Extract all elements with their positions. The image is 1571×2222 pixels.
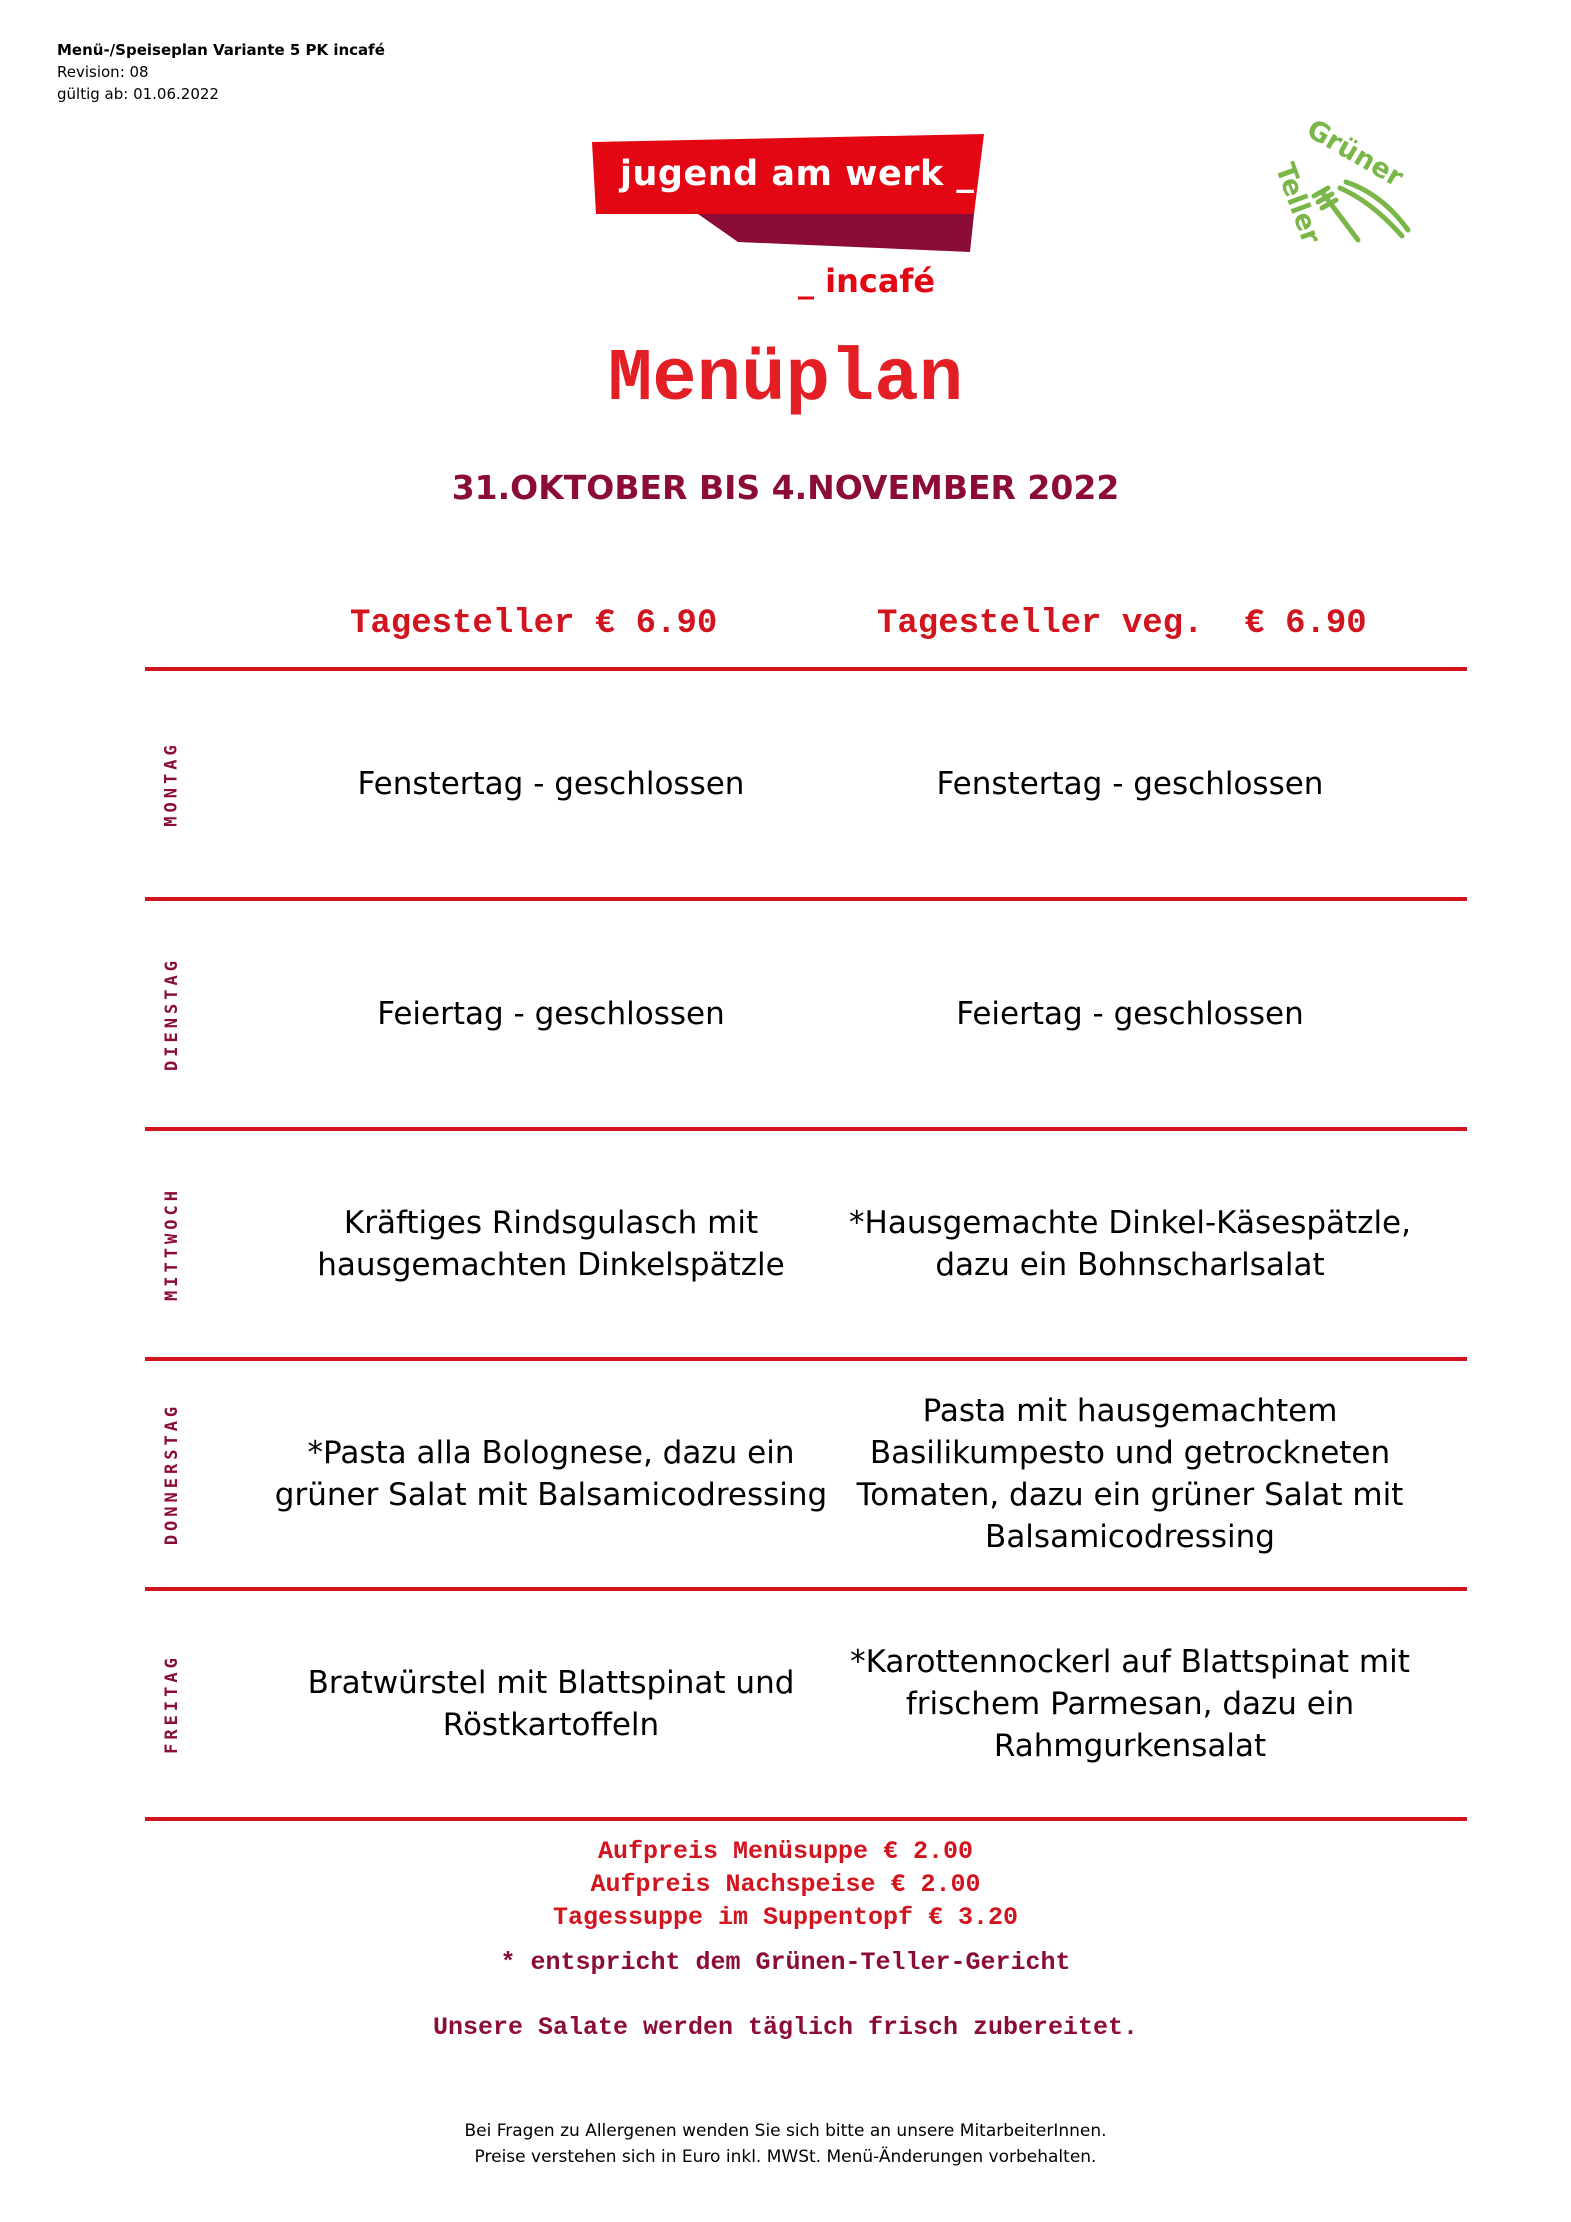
valid-from: gültig ab: 01.06.2022: [57, 85, 219, 103]
dish-friday-vegetarian: *Karottennockerl auf Blattspinat mit frischem Parmesan, dazu ein Rahmgurkensalat: [850, 1644, 1410, 1764]
column-header-vegetarian: Tagesteller veg. € 6.90: [877, 605, 1367, 643]
extra-item: Aufpreis Menüsuppe € 2.00: [597, 1837, 974, 1866]
revision: Revision: 08: [57, 63, 149, 81]
extras-list: [0, 1835, 1571, 1934]
logo-main-text: jugend am werk _: [620, 154, 975, 194]
day-label-monday: MONTAG: [162, 741, 183, 827]
badge-line2: Teller: [1268, 159, 1327, 248]
dish-friday-regular: Bratwürstel mit Blattspinat und Röstkartoffeln: [307, 1665, 795, 1743]
dish-monday-vegetarian: Fenstertag - geschlossen: [936, 766, 1324, 802]
footer: [0, 2118, 1571, 2170]
day-label-friday: FREITAG: [162, 1654, 182, 1754]
footer-line: Preise verstehen sich in Euro inkl. MWSt. Menü-Änderungen vorbehalten.: [474, 2147, 1097, 2167]
salad-note: Unsere Salate werden täglich frisch zubereitet.: [432, 2013, 1139, 2042]
dish-thursday-vegetarian: Pasta mit hausgemachtem Basilikumpesto und getrockneten Tomaten, dazu ein grüner Salat mit Balsamicodressing: [856, 1393, 1404, 1555]
footer-line: Bei Fragen zu Allergenen wenden Sie sich bitte an unsere MitarbeiterInnen.: [464, 2121, 1107, 2141]
extra-item: Aufpreis Nachspeise € 2.00: [590, 1870, 981, 1899]
extra-item: Tagessuppe im Suppentopf € 3.20: [552, 1903, 1019, 1932]
logo-sub-text: _ incafé: [798, 262, 936, 300]
dish-wednesday-regular: Kräftiges Rindsgulasch mit hausgemachten Dinkelspätzle: [317, 1205, 785, 1283]
badge-line1: Grüner: [1301, 113, 1409, 194]
document-title: Menü-/Speiseplan Variante 5 PK incafé: [57, 41, 385, 59]
dish-thursday-regular: *Pasta alla Bolognese, dazu ein grüner Salat mit Balsamicodressing: [274, 1435, 828, 1513]
dish-tuesday-vegetarian: Feiertag - geschlossen: [956, 996, 1304, 1032]
day-label-tuesday: DIENSTAG: [162, 957, 183, 1071]
dish-monday-regular: Fenstertag - geschlossen: [357, 766, 745, 802]
document-meta: [57, 39, 385, 105]
column-header-regular: Tagesteller € 6.90: [350, 605, 718, 643]
table-divider: [145, 1817, 1467, 1821]
dish-wednesday-vegetarian: *Hausgemachte Dinkel-Käsespätzle, dazu ein Bohnscharlsalat: [849, 1205, 1411, 1283]
page-title: Menüplan: [607, 338, 964, 422]
dish-tuesday-regular: Feiertag - geschlossen: [377, 996, 725, 1032]
day-label-wednesday: MITTWOCH: [162, 1187, 183, 1301]
jugend-am-werk-logo: [588, 132, 998, 304]
gruener-teller-note: * entspricht dem Grünen-Teller-Gericht: [500, 1948, 1071, 1977]
gruener-teller-badge: [1262, 113, 1422, 272]
date-range: 31.OKTOBER BIS 4.NOVEMBER 2022: [451, 468, 1120, 507]
day-label-thursday: DONNERSTAG: [162, 1402, 183, 1546]
